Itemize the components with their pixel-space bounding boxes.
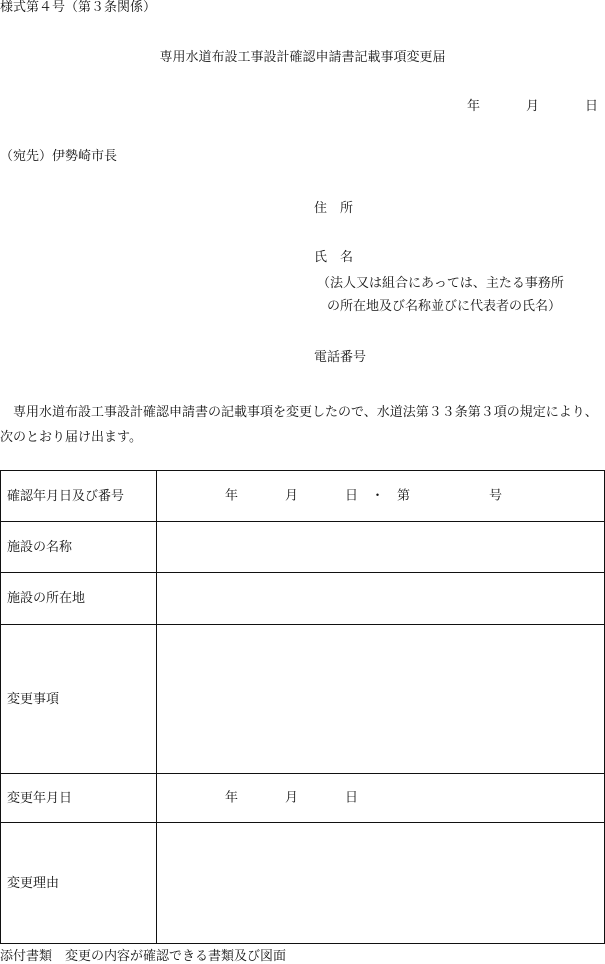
- applicant-name-note-line1: （法人又は組合にあっては、主たる事務所: [317, 276, 564, 291]
- change-reason-value-cell[interactable]: [157, 823, 605, 944]
- facility-location-label: 施設の所在地: [1, 573, 157, 625]
- addressee: （宛先）伊勢崎市長: [0, 149, 118, 164]
- applicant-name-note-line2: の所在地及び名称並びに代表者の氏名）: [327, 299, 562, 314]
- confirmation-month: 月: [285, 488, 299, 504]
- facility-location-value-cell[interactable]: [157, 573, 605, 625]
- table-row-change-reason: [1, 823, 605, 944]
- form-table: [0, 470, 605, 944]
- confirmation-value-cell[interactable]: [157, 471, 605, 522]
- confirmation-separator: ・: [371, 488, 385, 504]
- table-row-facility-location: [1, 573, 605, 625]
- change-items-value-cell[interactable]: [157, 625, 605, 774]
- submission-date-year: 年: [467, 99, 481, 114]
- submission-date-day: 日: [585, 99, 599, 114]
- submission-date-month: 月: [526, 99, 540, 114]
- confirmation-number-suffix: 号: [489, 488, 503, 504]
- change-date-label: 変更年月日: [1, 774, 157, 823]
- change-reason-label: 変更理由: [1, 823, 157, 944]
- confirmation-year: 年: [225, 488, 239, 504]
- change-date-month: 月: [285, 790, 299, 806]
- confirmation-number-prefix: 第: [397, 488, 411, 504]
- table-row-confirmation: [1, 471, 605, 522]
- form-number: 様式第４号（第３条関係）: [0, 0, 157, 15]
- confirmation-label: 確認年月日及び番号: [1, 471, 157, 522]
- applicant-address-label: 住 所: [314, 201, 354, 216]
- body-text: 専用水道布設工事設計確認申請書の記載事項を変更したので、水道法第３３条第３項の規定により、次のとおり届け出ます。: [0, 405, 598, 445]
- change-date-day: 日: [345, 790, 359, 806]
- change-date-year: 年: [225, 790, 239, 806]
- facility-name-label: 施設の名称: [1, 522, 157, 573]
- table-row-change-date: [1, 774, 605, 823]
- confirmation-day: 日: [345, 488, 359, 504]
- change-items-label: 変更事項: [1, 625, 157, 774]
- change-date-value-cell[interactable]: [157, 774, 605, 823]
- table-row-facility-name: [1, 522, 605, 573]
- attachment-note: 添付書類 変更の内容が確認できる書類及び図面: [0, 949, 287, 964]
- facility-name-value-cell[interactable]: [157, 522, 605, 573]
- applicant-name-label: 氏 名: [314, 250, 354, 265]
- applicant-phone-label: 電話番号: [314, 350, 367, 365]
- table-row-change-items: [1, 625, 605, 774]
- document-title: 専用水道布設工事設計確認申請書記載事項変更届: [159, 50, 446, 65]
